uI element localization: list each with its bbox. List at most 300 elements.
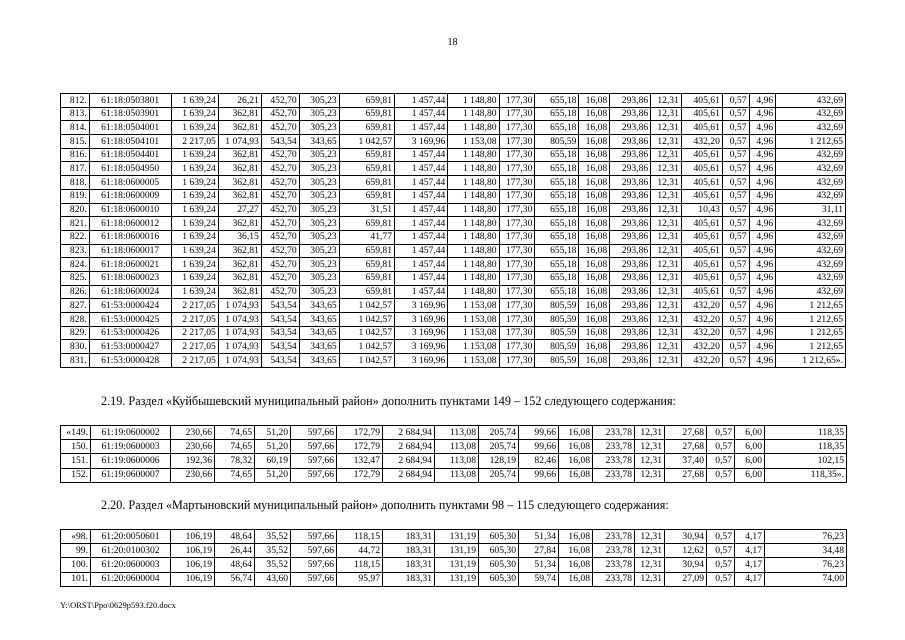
cadastral-number-cell: 61:18:0600005 [89, 176, 171, 190]
value-cell: 362,81 [218, 189, 261, 203]
value-cell: 0,57 [722, 121, 749, 135]
value-cell: 2 217,05 [171, 313, 218, 327]
value-cell: 1 148,80 [448, 285, 499, 299]
value-cell: 27,27 [218, 203, 261, 217]
value-cell: 12,31 [651, 230, 682, 244]
value-cell: 177,30 [499, 271, 535, 285]
value-cell: 183,31 [383, 544, 435, 558]
cadastral-number-cell: 61:18:0503801 [89, 94, 171, 108]
value-cell: 293,86 [610, 189, 651, 203]
value-cell: 37,40 [665, 454, 707, 468]
table-row [61, 440, 847, 454]
value-cell: 2 684,94 [383, 440, 435, 454]
value-cell: 1 074,93 [218, 313, 261, 327]
value-cell: 293,86 [610, 94, 651, 108]
value-cell: 12,31 [651, 121, 682, 135]
value-cell: 177,30 [499, 189, 535, 203]
value-cell: 452,70 [261, 94, 299, 108]
value-cell: 36,15 [218, 230, 261, 244]
row-number-cell: 829. [61, 326, 90, 340]
value-cell: 432,69 [776, 271, 846, 285]
value-cell: 655,18 [535, 107, 579, 121]
value-cell: 16,08 [579, 271, 610, 285]
value-cell: 0,57 [722, 203, 749, 217]
value-cell: 659,81 [339, 176, 394, 190]
value-cell: 118,15 [337, 530, 383, 544]
table-row [61, 94, 846, 108]
value-cell: 113,08 [435, 426, 479, 440]
cadastral-number-cell: 61:18:0600021 [89, 258, 171, 272]
value-cell: 48,64 [215, 558, 255, 572]
value-cell: 230,66 [171, 426, 215, 440]
value-cell: 1 639,24 [171, 258, 218, 272]
table-martynovsky-points [60, 529, 847, 587]
table-row [61, 230, 846, 244]
value-cell: 43,60 [255, 572, 291, 586]
value-cell: 0,57 [722, 244, 749, 258]
value-cell: 293,86 [610, 299, 651, 313]
value-cell: 16,08 [579, 121, 610, 135]
value-cell: 343,65 [299, 354, 339, 368]
cadastral-number-cell: 61:20:0100302 [91, 544, 171, 558]
value-cell: 405,61 [681, 107, 722, 121]
value-cell: 12,31 [651, 94, 682, 108]
value-cell: 0,57 [722, 230, 749, 244]
value-cell: 432,69 [776, 258, 846, 272]
value-cell: 4,96 [749, 135, 776, 149]
value-cell: 655,18 [535, 162, 579, 176]
value-cell: 16,08 [579, 299, 610, 313]
value-cell: 16,08 [579, 135, 610, 149]
value-cell: 0,57 [722, 340, 749, 354]
value-cell: 1 148,80 [448, 107, 499, 121]
value-cell: 30,94 [665, 558, 707, 572]
value-cell: 4,17 [735, 530, 765, 544]
table-row [61, 189, 846, 203]
value-cell: 305,23 [299, 271, 339, 285]
value-cell: 655,18 [535, 94, 579, 108]
value-cell: 34,48 [765, 544, 847, 558]
cadastral-number-cell: 61:18:0504950 [89, 162, 171, 176]
table-row [61, 271, 846, 285]
value-cell: 597,66 [291, 440, 337, 454]
row-number-cell: 820. [61, 203, 90, 217]
value-cell: 230,66 [171, 468, 215, 482]
value-cell: 432,69 [776, 217, 846, 231]
value-cell: 293,86 [610, 354, 651, 368]
value-cell: 30,94 [665, 530, 707, 544]
value-cell: 177,30 [499, 217, 535, 231]
value-cell: 362,81 [218, 107, 261, 121]
value-cell: 233,78 [593, 454, 635, 468]
value-cell: 1 148,80 [448, 176, 499, 190]
value-cell: 293,86 [610, 121, 651, 135]
value-cell: 1 153,08 [448, 340, 499, 354]
value-cell: 12,31 [651, 299, 682, 313]
value-cell: 405,61 [681, 271, 722, 285]
value-cell: 405,61 [681, 121, 722, 135]
value-cell: 27,84 [519, 544, 559, 558]
value-cell: 74,00 [765, 572, 847, 586]
value-cell: 1 212,65 [776, 135, 846, 149]
value-cell: 1 639,24 [171, 230, 218, 244]
value-cell: 177,30 [499, 258, 535, 272]
value-cell: 1 148,80 [448, 121, 499, 135]
value-cell: 1 153,08 [448, 299, 499, 313]
value-cell: 12,31 [651, 162, 682, 176]
value-cell: 805,59 [535, 313, 579, 327]
value-cell: 305,23 [299, 94, 339, 108]
value-cell: 16,08 [579, 176, 610, 190]
value-cell: 177,30 [499, 162, 535, 176]
value-cell: 0,57 [707, 426, 735, 440]
value-cell: 405,61 [681, 285, 722, 299]
value-cell: 12,31 [651, 354, 682, 368]
value-cell: 305,23 [299, 230, 339, 244]
value-cell: 1 212,65». [776, 354, 846, 368]
value-cell: 293,86 [610, 285, 651, 299]
value-cell: 432,69 [776, 189, 846, 203]
document-file-path: Y:\ORST\Ppo\0629p593.f20.docx [60, 600, 176, 610]
value-cell: 1 074,93 [218, 354, 261, 368]
value-cell: 305,23 [299, 244, 339, 258]
value-cell: 0,57 [722, 313, 749, 327]
value-cell: 293,86 [610, 176, 651, 190]
value-cell: 293,86 [610, 203, 651, 217]
value-cell: 4,96 [749, 244, 776, 258]
value-cell: 12,31 [635, 558, 665, 572]
row-number-cell: 815. [61, 135, 90, 149]
value-cell: 16,08 [579, 148, 610, 162]
value-cell: 1 042,57 [339, 354, 394, 368]
table-row [61, 340, 846, 354]
value-cell: 543,54 [261, 326, 299, 340]
table-kuybyshevsky-points [60, 425, 847, 483]
value-cell: 12,31 [635, 572, 665, 586]
value-cell: 362,81 [218, 162, 261, 176]
value-cell: 1 148,80 [448, 148, 499, 162]
value-cell: 805,59 [535, 135, 579, 149]
value-cell: 1 148,80 [448, 217, 499, 231]
value-cell: 2 217,05 [171, 135, 218, 149]
value-cell: 1 148,80 [448, 189, 499, 203]
value-cell: 405,61 [681, 230, 722, 244]
value-cell: 1 639,24 [171, 271, 218, 285]
value-cell: 655,18 [535, 285, 579, 299]
row-number-cell: 827. [61, 299, 90, 313]
value-cell: 452,70 [261, 285, 299, 299]
value-cell: 31,11 [776, 203, 846, 217]
value-cell: 3 169,96 [395, 135, 448, 149]
value-cell: 16,08 [559, 558, 593, 572]
value-cell: 12,31 [651, 326, 682, 340]
value-cell: 597,66 [291, 426, 337, 440]
value-cell: 26,44 [215, 544, 255, 558]
value-cell: 12,31 [651, 107, 682, 121]
value-cell: 44,72 [337, 544, 383, 558]
value-cell: 177,30 [499, 121, 535, 135]
table-kuybyshevsky-continuation [60, 93, 846, 368]
value-cell: 543,54 [261, 354, 299, 368]
value-cell: 51,20 [255, 468, 291, 482]
value-cell: 452,70 [261, 258, 299, 272]
row-number-cell: 812. [61, 94, 90, 108]
value-cell: 405,61 [681, 217, 722, 231]
cadastral-number-cell: 61:18:0504401 [89, 148, 171, 162]
value-cell: 4,96 [749, 94, 776, 108]
value-cell: 60,19 [255, 454, 291, 468]
value-cell: 305,23 [299, 203, 339, 217]
value-cell: 172,79 [337, 440, 383, 454]
value-cell: 305,23 [299, 107, 339, 121]
value-cell: 655,18 [535, 148, 579, 162]
value-cell: 452,70 [261, 162, 299, 176]
table-row [61, 558, 847, 572]
row-number-cell: 150. [61, 440, 91, 454]
value-cell: 2 217,05 [171, 354, 218, 368]
value-cell: 432,20 [681, 340, 722, 354]
value-cell: 131,19 [435, 572, 479, 586]
value-cell: 432,69 [776, 162, 846, 176]
value-cell: 1 042,57 [339, 135, 394, 149]
value-cell: 16,08 [579, 94, 610, 108]
value-cell: 597,66 [291, 544, 337, 558]
value-cell: 543,54 [261, 135, 299, 149]
value-cell: 12,31 [651, 313, 682, 327]
value-cell: 543,54 [261, 340, 299, 354]
value-cell: 4,17 [735, 558, 765, 572]
value-cell: 343,65 [299, 299, 339, 313]
value-cell: 1 457,44 [395, 107, 448, 121]
value-cell: 205,74 [479, 468, 519, 482]
value-cell: 48,64 [215, 530, 255, 544]
value-cell: 6,00 [735, 468, 765, 482]
value-cell: 1 042,57 [339, 313, 394, 327]
value-cell: 177,30 [499, 94, 535, 108]
row-number-cell: 831. [61, 354, 90, 368]
value-cell: 12,31 [651, 244, 682, 258]
value-cell: 655,18 [535, 258, 579, 272]
value-cell: 4,96 [749, 326, 776, 340]
value-cell: 343,65 [299, 340, 339, 354]
value-cell: 172,79 [337, 468, 383, 482]
value-cell: 12,31 [635, 530, 665, 544]
value-cell: 177,30 [499, 340, 535, 354]
value-cell: 177,30 [499, 230, 535, 244]
value-cell: 2 684,94 [383, 468, 435, 482]
value-cell: 183,31 [383, 558, 435, 572]
value-cell: 74,65 [215, 440, 255, 454]
value-cell: 183,31 [383, 572, 435, 586]
value-cell: 293,86 [610, 230, 651, 244]
value-cell: 16,08 [559, 440, 593, 454]
value-cell: 177,30 [499, 203, 535, 217]
value-cell: 113,08 [435, 440, 479, 454]
value-cell: 432,69 [776, 244, 846, 258]
table-row [61, 107, 846, 121]
value-cell: 16,08 [579, 313, 610, 327]
value-cell: 405,61 [681, 162, 722, 176]
value-cell: 452,70 [261, 176, 299, 190]
value-cell: 1 042,57 [339, 326, 394, 340]
value-cell: 0,57 [722, 217, 749, 231]
value-cell: 106,19 [171, 572, 215, 586]
row-number-cell: 826. [61, 285, 90, 299]
value-cell: 177,30 [499, 176, 535, 190]
value-cell: 605,30 [479, 530, 519, 544]
cadastral-number-cell: 61:19:0600007 [91, 468, 171, 482]
cadastral-number-cell: 61:53:0000425 [89, 313, 171, 327]
table-row [61, 258, 846, 272]
value-cell: 1 639,24 [171, 94, 218, 108]
value-cell: 1 639,24 [171, 285, 218, 299]
cadastral-number-cell: 61:20:0600004 [91, 572, 171, 586]
page-number: 18 [447, 37, 458, 48]
value-cell: 1 639,24 [171, 107, 218, 121]
value-cell: 452,70 [261, 244, 299, 258]
value-cell: 805,59 [535, 326, 579, 340]
value-cell: 543,54 [261, 313, 299, 327]
value-cell: 305,23 [299, 285, 339, 299]
value-cell: 31,51 [339, 203, 394, 217]
value-cell: 1 457,44 [395, 285, 448, 299]
value-cell: 4,17 [735, 544, 765, 558]
value-cell: 16,08 [559, 468, 593, 482]
value-cell: 233,78 [593, 426, 635, 440]
value-cell: 35,52 [255, 544, 291, 558]
value-cell: 452,70 [261, 230, 299, 244]
value-cell: 4,96 [749, 176, 776, 190]
value-cell: 0,57 [722, 258, 749, 272]
value-cell: 4,96 [749, 162, 776, 176]
row-number-cell: 823. [61, 244, 90, 258]
value-cell: 4,96 [749, 313, 776, 327]
table-row [61, 354, 846, 368]
value-cell: 0,57 [707, 440, 735, 454]
value-cell: 293,86 [610, 162, 651, 176]
value-cell: 12,31 [635, 454, 665, 468]
row-number-cell: 822. [61, 230, 90, 244]
value-cell: 293,86 [610, 313, 651, 327]
value-cell: 405,61 [681, 148, 722, 162]
value-cell: 78,32 [215, 454, 255, 468]
cadastral-number-cell: 61:19:0600006 [91, 454, 171, 468]
value-cell: 172,79 [337, 426, 383, 440]
value-cell: 177,30 [499, 285, 535, 299]
value-cell: 1 148,80 [448, 94, 499, 108]
value-cell: 1 457,44 [395, 148, 448, 162]
cadastral-number-cell: 61:18:0504001 [89, 121, 171, 135]
value-cell: 1 457,44 [395, 244, 448, 258]
value-cell: 597,66 [291, 558, 337, 572]
value-cell: 655,18 [535, 230, 579, 244]
row-number-cell: 813. [61, 107, 90, 121]
value-cell: 0,57 [722, 271, 749, 285]
row-number-cell: 99. [61, 544, 91, 558]
value-cell: 99,66 [519, 426, 559, 440]
cadastral-number-cell: 61:19:0600002 [91, 426, 171, 440]
cadastral-number-cell: 61:53:0000428 [89, 354, 171, 368]
value-cell: 452,70 [261, 148, 299, 162]
value-cell: 1 639,24 [171, 217, 218, 231]
value-cell: 16,08 [559, 530, 593, 544]
value-cell: 4,96 [749, 340, 776, 354]
value-cell: 405,61 [681, 176, 722, 190]
value-cell: 113,08 [435, 468, 479, 482]
value-cell: 605,30 [479, 544, 519, 558]
table-row [61, 285, 846, 299]
value-cell: 1 457,44 [395, 176, 448, 190]
value-cell: 1 148,80 [448, 244, 499, 258]
value-cell: 2 684,94 [383, 454, 435, 468]
value-cell: 655,18 [535, 176, 579, 190]
value-cell: 4,96 [749, 189, 776, 203]
cadastral-number-cell: 61:19:0600003 [91, 440, 171, 454]
table-row [61, 468, 847, 482]
value-cell: 27,68 [665, 468, 707, 482]
value-cell: 0,57 [722, 285, 749, 299]
value-cell: 177,30 [499, 326, 535, 340]
value-cell: 4,96 [749, 354, 776, 368]
value-cell: 1 074,93 [218, 340, 261, 354]
row-number-cell: 830. [61, 340, 90, 354]
value-cell: 655,18 [535, 217, 579, 231]
section-2-19-paragraph: 2.19. Раздел «Куйбышевский муниципальный район» дополнить пунктами 149 – 152 следующего содержания: [101, 394, 676, 408]
value-cell: 1 212,65 [776, 326, 846, 340]
table-row [61, 217, 846, 231]
value-cell: 16,08 [579, 285, 610, 299]
table-row [61, 203, 846, 217]
value-cell: 1 457,44 [395, 162, 448, 176]
row-number-cell: 814. [61, 121, 90, 135]
value-cell: 12,31 [635, 468, 665, 482]
value-cell: 16,08 [559, 426, 593, 440]
table-row [61, 176, 846, 190]
value-cell: 233,78 [593, 544, 635, 558]
value-cell: 432,69 [776, 121, 846, 135]
value-cell: 16,08 [579, 326, 610, 340]
value-cell: 1 153,08 [448, 326, 499, 340]
value-cell: 305,23 [299, 258, 339, 272]
value-cell: 131,19 [435, 544, 479, 558]
value-cell: 6,00 [735, 426, 765, 440]
value-cell: 659,81 [339, 94, 394, 108]
value-cell: 1 457,44 [395, 217, 448, 231]
value-cell: 362,81 [218, 258, 261, 272]
value-cell: 305,23 [299, 121, 339, 135]
value-cell: 16,08 [579, 203, 610, 217]
value-cell: 293,86 [610, 217, 651, 231]
value-cell: 0,57 [722, 107, 749, 121]
value-cell: 0,57 [722, 162, 749, 176]
value-cell: 1 153,08 [448, 354, 499, 368]
value-cell: 1 457,44 [395, 94, 448, 108]
value-cell: 106,19 [171, 544, 215, 558]
value-cell: 1 457,44 [395, 203, 448, 217]
value-cell: 3 169,96 [395, 299, 448, 313]
value-cell: 405,61 [681, 189, 722, 203]
value-cell: 362,81 [218, 285, 261, 299]
value-cell: 4,17 [735, 572, 765, 586]
table-row [61, 244, 846, 258]
value-cell: 16,08 [579, 162, 610, 176]
value-cell: 1 148,80 [448, 258, 499, 272]
value-cell: 6,00 [735, 440, 765, 454]
value-cell: 3 169,96 [395, 354, 448, 368]
cadastral-number-cell: 61:18:0503901 [89, 107, 171, 121]
value-cell: 432,69 [776, 176, 846, 190]
value-cell: 177,30 [499, 244, 535, 258]
